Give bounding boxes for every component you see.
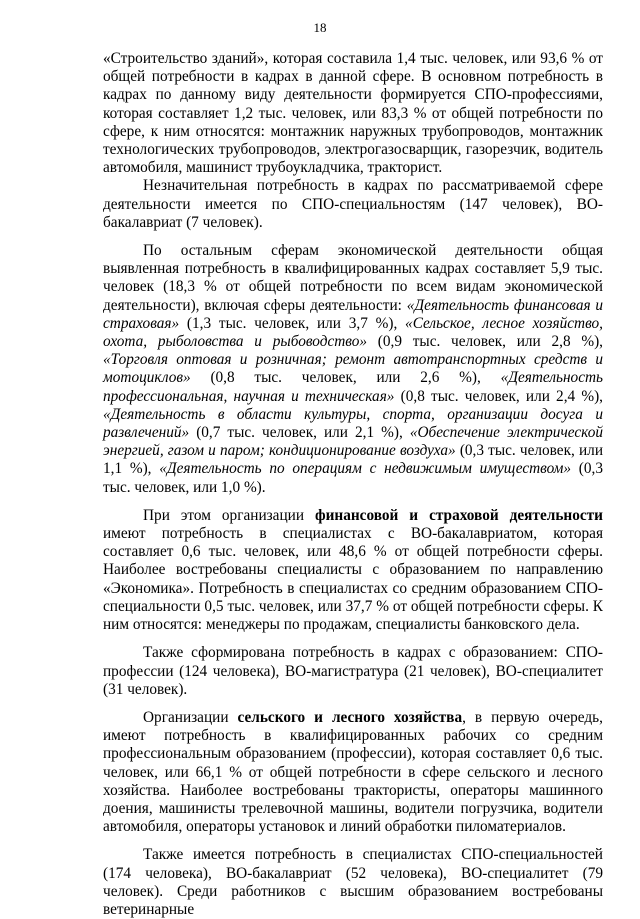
- p3-sphere-realestate: «Деятельность по операциям с недвижимым имуществом»: [159, 460, 572, 478]
- p3-text-8: (0,3 тыс. человек, или 1,0 %).: [103, 460, 604, 496]
- paragraph-7: Также имеется потребность в специалистах СПО-специальностей (174 человека), ВО-бакалавриат (52 человека), ВО-специалитет (79 человек). Среди работников с высшим образованием востребованы ветеринарные: [103, 846, 603, 918]
- p3-text-6: (0,7 тыс. человек, или 2,1 %),: [189, 424, 410, 442]
- p3-text-1: По остальным сферам экономической деятельности общая выявленная потребность в квалифицированных кадрах составляет 5,9 тыс. человек (18,3 % от общей потребности по всем видам экономической деятельности), включая сферы деятельности:: [103, 242, 603, 314]
- p3-sphere-finance: «Деятельность финансовая и страховая»: [103, 296, 604, 332]
- p3-sphere-trade: «Торговля оптовая и розничная; ремонт автотранспортных средств и мотоциклов»: [103, 351, 603, 387]
- p4-text-1: При этом организации: [143, 506, 315, 524]
- p6-text-1: Организации: [143, 708, 238, 726]
- p4-text-2: имеют потребность в специалистах с ВО-бакалавриатом, которая составляет 0,6 тыс. человек, или 48,6 % от общей потребности сферы. Наиболее востребованы специалисты с образованием по направлению «Экономика». Потребность в специалистах со средним образованием СПО-специальности 0,5 тыс. человек, или 37,7 % от общей потребности сферы. К ним относятся: менеджеры по продажам, специалисты банковского дела.: [103, 525, 603, 634]
- p3-sphere-science: «Деятельность профессиональная, научная и техническая»: [103, 369, 603, 405]
- p3-text-2: (1,3 тыс. человек, или 3,7 %),: [179, 314, 406, 332]
- paragraph-1: «Строительство зданий», которая составила 1,4 тыс. человек, или 93,6 % от общей потребности в кадрах в данной сфере. В основном потребность в кадрах по данному виду деятельности формируется СПО-профессиями, которая составляет 1,2 тыс. человек, или 83,3 % от общей потребности по сфере, к ним относятся: монтажник наружных трубопроводов, монтажник технологических трубопроводов, электрогазосварщик, газорезчик, водитель автомобиля, машинист трубоукладчика, тракторист.: [103, 50, 603, 177]
- p3-text-3: (0,9 тыс. человек, или 2,8 %),: [367, 333, 603, 351]
- p6-bold-sphere: сельского и лесного хозяйства: [237, 708, 463, 726]
- p3-sphere-energy: «Обеспечение электрической энергией, газом и паром; кондиционирование воздуха»: [103, 424, 603, 460]
- p3-text-7: (0,3 тыс. человек, или 1,1 %),: [103, 442, 604, 478]
- paragraph-2: Незначительная потребность в кадрах по рассматриваемой сфере деятельности имеется по СПО-специальностям (147 человек), ВО-бакалавриат (7 человек).: [103, 177, 603, 231]
- paragraph-4: [103, 507, 603, 634]
- paragraph-6: [103, 709, 603, 836]
- p3-sphere-culture: «Деятельность в области культуры, спорта, организации досуга и развлечений»: [103, 405, 603, 442]
- body-text: [103, 50, 603, 919]
- paragraph-3: [103, 242, 603, 497]
- paragraph-5: Также сформирована потребность в кадрах с образованием: СПО-профессии (124 человека), ВО-магистратура (21 человек), ВО-специалитет (31 человек).: [103, 644, 603, 698]
- page-number: 18: [313, 20, 327, 35]
- p3-text-5: (0,8 тыс. человек, или 2,4 %),: [394, 387, 604, 405]
- p3-sphere-agriculture: «Сельское, лесное хозяйство, охота, рыболовства и рыбоводство»: [103, 314, 603, 351]
- p4-bold-sphere: финансовой и страховой деятельности: [314, 506, 603, 524]
- p3-text-4: (0,8 тыс. человек, или 2,6 %),: [190, 369, 501, 387]
- p6-text-2: , в первую очередь, имеют потребность в квалифицированных рабочих со средним профессиональным образованием (профессии), которая составляет 0,6 тыс. человек, или 66,1 % от общей потребности в сфере сельского и лесного хозяйства. Наиболее востребованы трактористы, операторы машинного доения, машинисты трелевочной машины, водители погрузчика, водители автомобиля, операторы установок и линий обработки пиломатериалов.: [103, 708, 603, 836]
